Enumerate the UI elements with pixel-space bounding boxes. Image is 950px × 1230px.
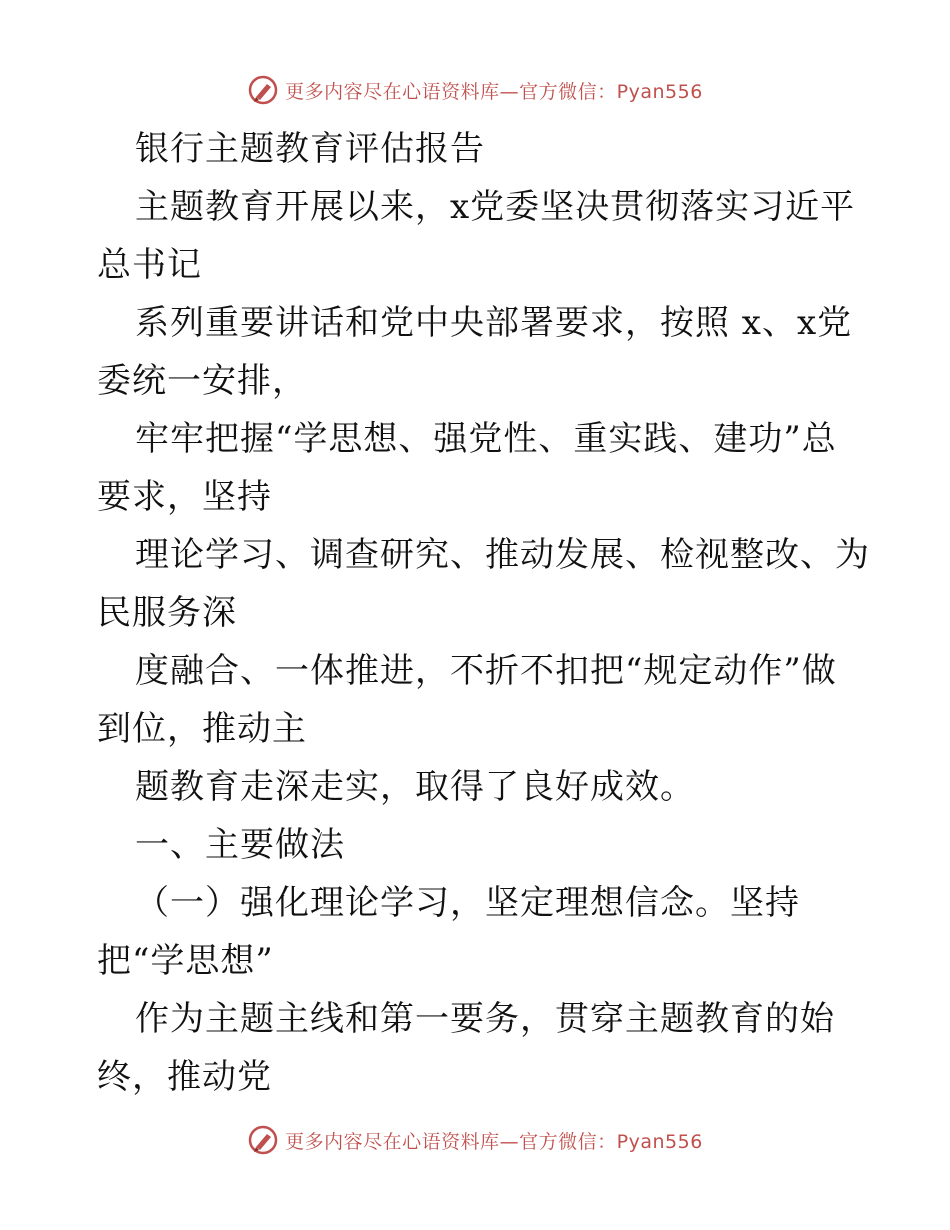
text-line: 总书记 — [97, 245, 202, 285]
text-line: 作为主题主线和第一要务，贯穿主题教育的始 — [135, 999, 835, 1039]
text-line: 主题教育开展以来，x党委坚决贯彻落实习近平 — [135, 187, 856, 227]
text-line: 度融合、一体推进，不折不扣把“规定动作”做 — [135, 651, 837, 691]
text-line: 系列重要讲话和党中央部署要求，按照 x、x党 — [135, 303, 853, 343]
text-line: （一）强化理论学习，坚定理想信念。坚持 — [135, 883, 800, 923]
document-body — [97, 120, 870, 1106]
text-line: 民服务深 — [97, 593, 237, 633]
pen-logo-icon — [247, 1124, 279, 1156]
watermark-text: 更多内容尽在心语资料库—官方微信：Pyan556 — [285, 80, 703, 103]
text-line: 一、主要做法 — [135, 825, 345, 865]
pen-logo-icon — [247, 74, 279, 106]
text-line: 题教育走深走实，取得了良好成效。 — [135, 767, 695, 807]
watermark-text: 更多内容尽在心语资料库—官方微信：Pyan556 — [285, 1130, 703, 1153]
watermark-header — [0, 72, 950, 108]
text-line: 牢牢把握“学思想、强党性、重实践、建功”总 — [135, 419, 837, 459]
text-line: 要求，坚持 — [97, 477, 272, 517]
text-line: 理论学习、调查研究、推动发展、检视整改、为 — [135, 535, 870, 575]
text-line: 把“学思想” — [97, 941, 274, 981]
text-line: 委统一安排， — [97, 361, 307, 401]
document-title: 银行主题教育评估报告 — [135, 129, 485, 169]
watermark-footer — [0, 1122, 950, 1158]
text-line: 终，推动党 — [97, 1057, 272, 1097]
text-line: 到位，推动主 — [97, 709, 307, 749]
